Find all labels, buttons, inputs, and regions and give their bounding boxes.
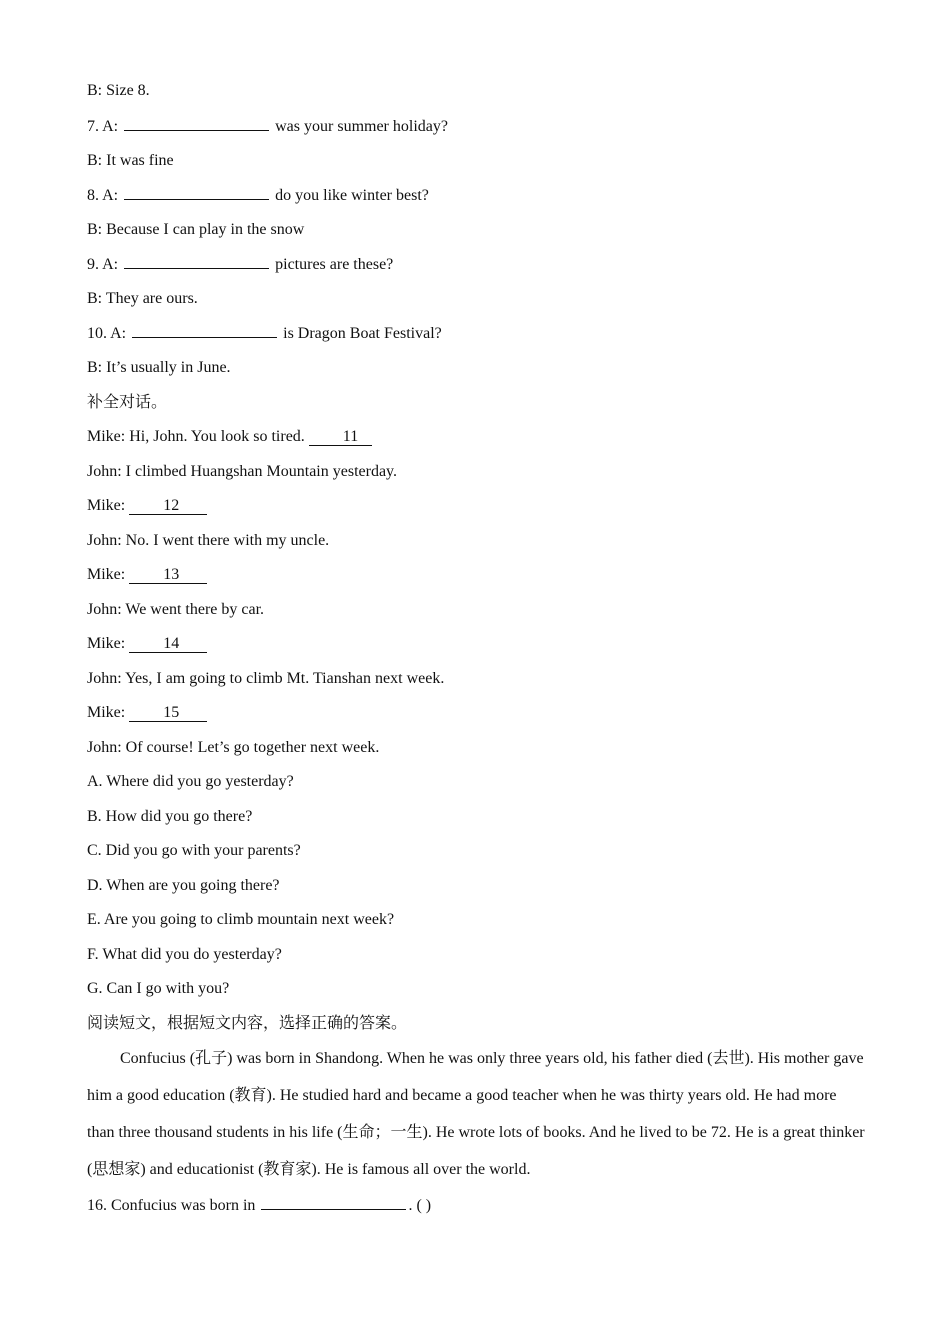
question-10 — [87, 323, 442, 344]
question-number: 7. A: — [87, 118, 119, 135]
dialogue-line — [87, 703, 207, 723]
answer-blank[interactable] — [124, 185, 269, 200]
dialogue-line: B: They are ours. — [87, 290, 198, 307]
option-b: B. How did you go there? — [87, 808, 253, 825]
dialogue-line — [87, 427, 372, 447]
option-g: G. Can I go with you? — [87, 980, 230, 997]
question-text: 16. Confucius was born in — [87, 1197, 256, 1214]
question-7 — [87, 116, 448, 137]
dialogue-line: John: Yes, I am going to climb Mt. Tianshan next week. — [87, 670, 445, 687]
numbered-blank[interactable]: 12 — [129, 497, 207, 515]
question-number: 10. A: — [87, 325, 127, 342]
question-text: pictures are these? — [275, 256, 394, 273]
question-text: is Dragon Boat Festival? — [283, 325, 442, 342]
section-title: 补全对话。 — [87, 394, 168, 411]
dialogue-line: B: It’s usually in June. — [87, 359, 231, 376]
answer-blank[interactable] — [261, 1195, 406, 1210]
dialogue-line: John: We went there by car. — [87, 601, 265, 618]
answer-blank[interactable] — [132, 323, 277, 338]
option-d: D. When are you going there? — [87, 877, 280, 894]
option-a: A. Where did you go yesterday? — [87, 773, 294, 790]
numbered-blank[interactable]: 11 — [309, 428, 372, 446]
speaker-text: Mike: — [87, 704, 126, 721]
answer-blank[interactable] — [124, 116, 269, 131]
question-16 — [87, 1195, 431, 1216]
reading-passage: Confucius (孔子) was born in Shandong. When he was only three years old, his father died (去世). His mother gave him a good education (教育). He studied hard and became a good teacher when he was thirty years old. He had more than three thousand students in his life (生命；一生). He wrote lots of books. And he lived to be 72. He is a great thinker (思想家) and educationist (教育家). He is famous all over the world. — [87, 1050, 865, 1178]
speaker-text: Mike: — [87, 566, 126, 583]
question-text: was your summer holiday? — [275, 118, 448, 135]
dialogue-line: John: Of course! Let’s go together next week. — [87, 739, 380, 756]
speaker-text: Mike: — [87, 635, 126, 652]
speaker-text: Mike: — [87, 497, 126, 514]
numbered-blank[interactable]: 15 — [129, 704, 207, 722]
question-9 — [87, 254, 393, 275]
answer-paren[interactable]: . ( ) — [408, 1197, 432, 1214]
numbered-blank[interactable]: 14 — [129, 635, 207, 653]
option-c: C. Did you go with your parents? — [87, 842, 301, 859]
question-text: do you like winter best? — [275, 187, 429, 204]
speaker-text: Mike: Hi, John. You look so tired. — [87, 428, 305, 445]
option-f: F. What did you do yesterday? — [87, 946, 282, 963]
dialogue-line: B: Size 8. — [87, 82, 150, 99]
numbered-blank[interactable]: 13 — [129, 566, 207, 584]
dialogue-line — [87, 565, 207, 585]
question-8 — [87, 185, 429, 206]
dialogue-line: John: No. I went there with my uncle. — [87, 532, 330, 549]
dialogue-line: John: I climbed Huangshan Mountain yesterday. — [87, 463, 398, 480]
dialogue-line: B: It was fine — [87, 152, 174, 169]
section-title: 阅读短文，根据短文内容，选择正确的答案。 — [87, 1015, 408, 1032]
option-e: E. Are you going to climb mountain next week? — [87, 911, 395, 928]
question-number: 8. A: — [87, 187, 119, 204]
dialogue-line — [87, 634, 207, 654]
dialogue-line — [87, 496, 207, 516]
answer-blank[interactable] — [124, 254, 269, 269]
question-number: 9. A: — [87, 256, 119, 273]
dialogue-line: B: Because I can play in the snow — [87, 221, 305, 238]
